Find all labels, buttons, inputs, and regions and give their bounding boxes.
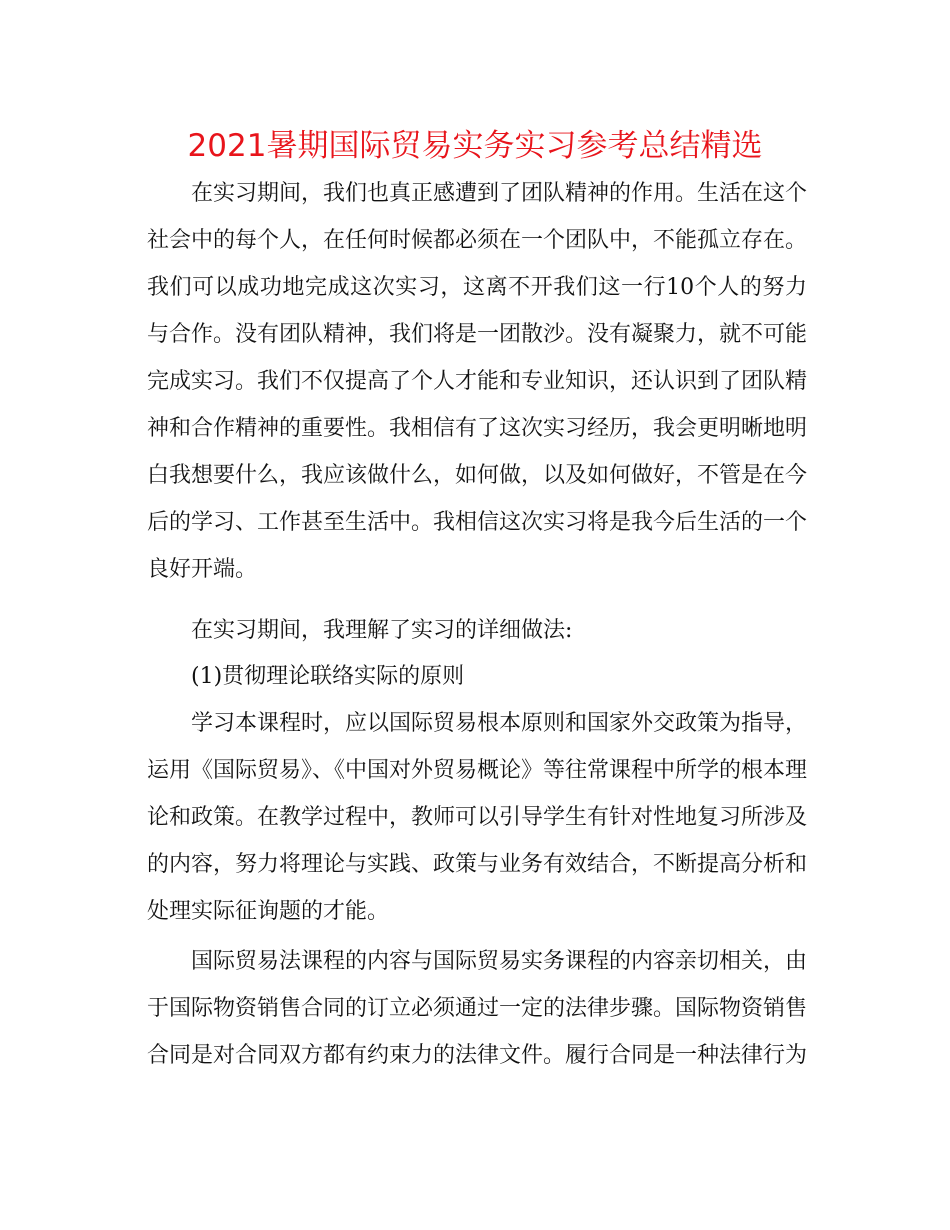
paragraph-1: 在实习期间，我们也真正感遭到了团队精神的作用。生活在这个社会中的每个人，在任何时候都必须在一个团队中，不能孤立存在。我们可以成功地完成这次实习，这离不开我们这一行10个人的努力与合作。没有团队精神，我们将是一团散沙。没有凝聚力，就不可能完成实习。我们不仅提高了个人才能和专业知识，还认识到了团队精神和合作精神的重要性。我相信有了这次实习经历，我会更明晰地明白我想要什么，我应该做什么，如何做，以及如何做好，不管是在今后的学习、工作甚至生活中。我相信这次实习将是我今后生活的一个良好开端。 [147,181,808,582]
paragraph-3: (1)贯彻理论联络实际的原则 [191,664,465,689]
paragraph-block-2 [147,607,807,654]
paragraph-block-5 [147,938,807,1079]
paragraph-2: 在实习期间，我理解了实习的详细做法: [191,618,573,643]
paragraph-block-4 [147,700,807,935]
paragraph-block-3 [147,653,807,700]
document-title: 2021暑期国际贸易实务实习参考总结精选 [187,128,763,164]
paragraph-block-1 [147,170,807,593]
paragraph-5: 国际贸易法课程的内容与国际贸易实务课程的内容亲切相关，由于国际物资销售合同的订立必须通过一定的法律步骤。国际物资销售合同是对合同双方都有约束力的法律文件。履行合同是一种法律行为 [147,949,808,1068]
paragraph-4: 学习本课程时，应以国际贸易根本原则和国家外交政策为指导，运用《国际贸易》、《中国对外贸易概论》等往常课程中所学的根本理论和政策。在教学过程中，教师可以引导学生有针对性地复习所涉及的内容，努力将理论与实践、政策与业务有效结合，不断提高分析和处理实际征询题的才能。 [147,711,808,924]
